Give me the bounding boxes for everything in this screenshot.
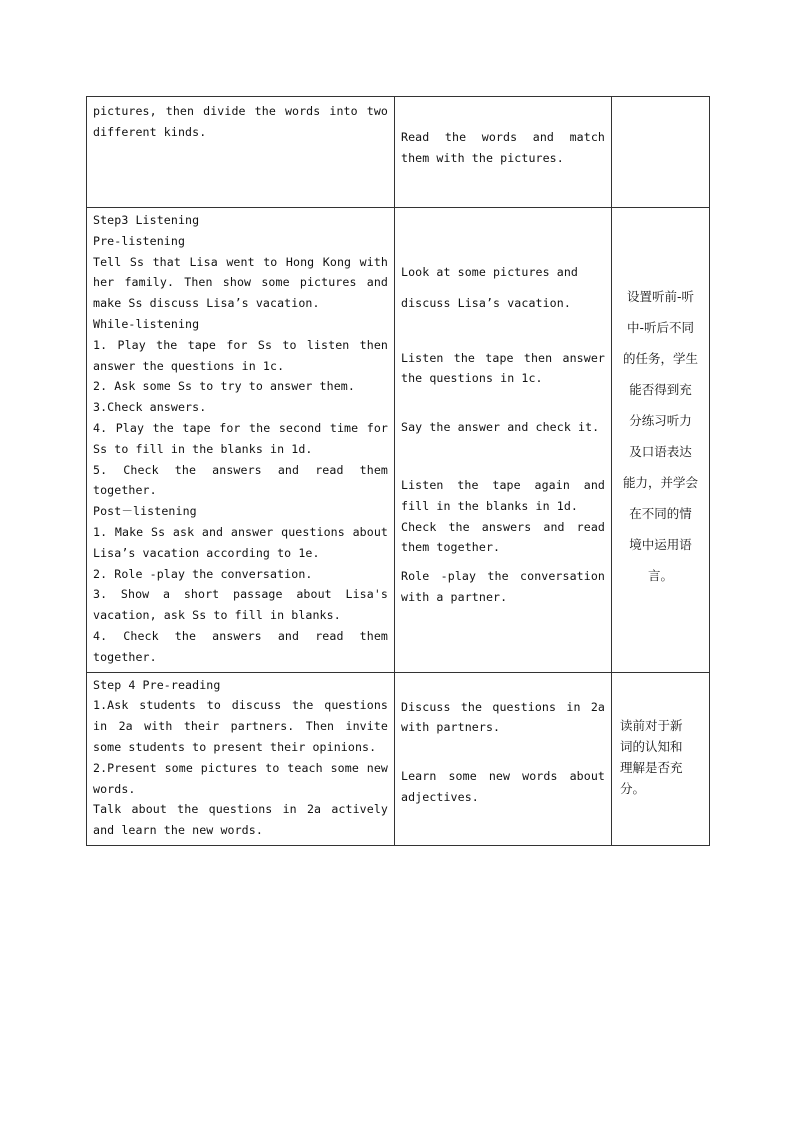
procedure-line: 2.Present some pictures to teach some new words.: [93, 760, 388, 796]
procedure-line: 4. Check the answers and read them together.: [93, 628, 388, 664]
purpose-line: 读前对于新: [620, 717, 683, 733]
activity-cell: [395, 97, 612, 208]
activity-line: Discuss the questions in 2a with partners.: [401, 699, 605, 735]
activity-line: Say the answer and check it.: [401, 420, 600, 435]
purpose-line: 能力，并学会: [622, 475, 698, 490]
purpose-line: 词的认知和: [620, 738, 683, 754]
activity-line: Listen the tape again and fill in the blanks in 1d.: [401, 477, 605, 513]
purpose-line: 能否得到充: [629, 382, 692, 397]
procedure-line: Tell Ss that Lisa went to Hong Kong with her family. Then show some pictures and make Ss discuss Lisa’s vacation.: [93, 254, 388, 311]
table-row: [87, 208, 710, 673]
purpose-line: 设置听前-听: [626, 289, 694, 304]
activity-cell: [395, 672, 612, 845]
purpose-cell: [612, 97, 710, 208]
procedure-line: 2. Role -play the conversation.: [93, 566, 313, 581]
procedure-line: 2. Ask some Ss to try to answer them.: [93, 379, 355, 394]
procedure-cell: [87, 672, 395, 845]
procedure-heading: Step 4 Pre-reading: [93, 677, 221, 692]
activity-line: Look at some pictures and: [401, 265, 579, 279]
procedure-line: different kinds.: [93, 124, 207, 139]
activity-line: discuss Lisa’s vacation.: [401, 295, 571, 310]
purpose-line: 言。: [647, 568, 673, 583]
procedure-heading: Step3 Listening: [93, 213, 200, 227]
procedure-line: 3.Check answers.: [93, 400, 207, 415]
procedure-line: pictures, then divide the words into two: [93, 104, 388, 118]
procedure-line: 4. Play the tape for the second time for Ss to fill in the blanks in 1d.: [93, 420, 388, 456]
purpose-line: 分。: [620, 780, 646, 796]
lesson-plan-table: [86, 96, 710, 846]
procedure-line: 5. Check the answers and read them together.: [93, 462, 388, 498]
procedure-line: 1. Make Ss ask and answer questions about Lisa’s vacation according to 1e.: [93, 524, 388, 560]
purpose-line: 分练习听力: [629, 413, 692, 428]
table-row: [87, 97, 710, 208]
activity-line: Check the answers and read them together.: [401, 519, 605, 555]
purpose-line: 中-听后不同: [626, 320, 694, 335]
activity-line: Role -play the conversation with a partner.: [401, 569, 605, 604]
procedure-subheading: Pre-listening: [93, 233, 186, 248]
procedure-subheading: While-listening: [93, 316, 200, 331]
procedure-line: 1. Play the tape for Ss to listen then answer the questions in 1c.: [93, 337, 388, 373]
activity-line: Read the words and match them with the pictures.: [401, 130, 605, 165]
table-row: [87, 672, 710, 845]
procedure-subheading: Post－listening: [93, 504, 197, 519]
purpose-line: 在不同的情: [629, 506, 692, 521]
purpose-line: 理解是否充: [620, 759, 683, 775]
purpose-line: 及口语表达: [629, 444, 692, 459]
purpose-line: 境中运用语: [629, 537, 692, 552]
procedure-cell: [87, 97, 395, 208]
procedure-cell: [87, 208, 395, 673]
purpose-cell: [612, 672, 710, 845]
procedure-line: 1.Ask students to discuss the questions in 2a with their partners. Then invite some students to present their opinions.: [93, 698, 388, 754]
procedure-line: 3. Show a short passage about Lisa's vacation, ask Ss to fill in blanks.: [93, 587, 388, 623]
purpose-line: 的任务，学生: [622, 351, 698, 366]
procedure-line: Talk about the questions in 2a actively and learn the new words.: [93, 802, 388, 838]
activity-cell: [395, 208, 612, 673]
purpose-cell: [612, 208, 710, 673]
activity-line: Listen the tape then answer the questions in 1c.: [401, 350, 605, 386]
activity-line: Learn some new words about adjectives.: [401, 769, 605, 804]
